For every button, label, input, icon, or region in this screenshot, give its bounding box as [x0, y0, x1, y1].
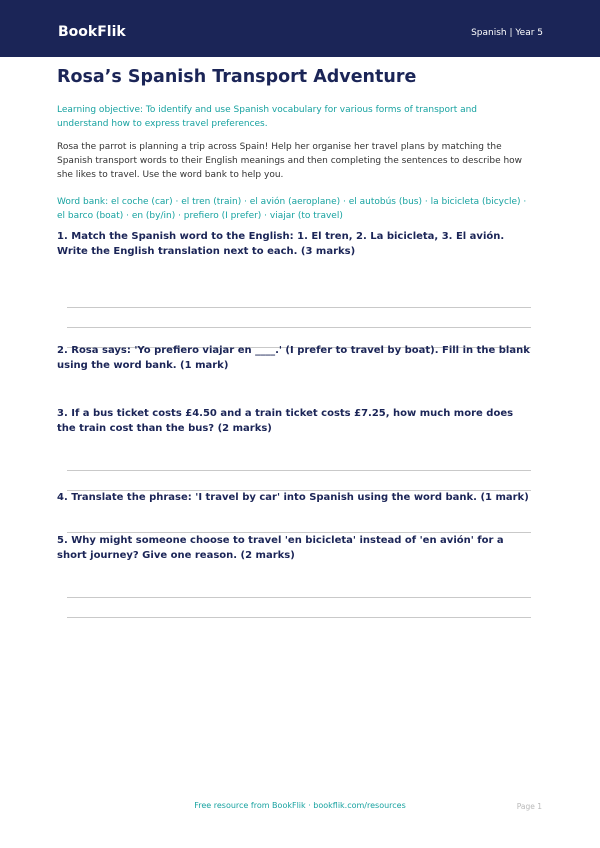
question-text: 4. Translate the phrase: 'I travel by car' into Spanish using the word bank. (1 mark) [57, 492, 529, 503]
brand-logo[interactable]: BookFlik [58, 24, 126, 40]
intro-text: Rosa the parrot is planning a trip across Spain! Help her organise her travel plans by matching the Spanish transport words to their English meanings and then completing the sentences to describe how she likes to travel. Use the word bank to help you. [57, 142, 523, 180]
subject-label: Spanish | Year 5 [471, 28, 543, 38]
question-text: 2. Rosa says: 'Yo prefiero viajar en ____.' (I prefer to travel by boat). Fill in the blank using the word bank. (1 mark) [57, 345, 530, 371]
page-title: Rosa’s Spanish Transport Adventure [57, 67, 417, 87]
page-number: Page 1 [516, 802, 542, 811]
question-1 [57, 229, 531, 348]
worksheet-intro [57, 64, 531, 223]
footer-link[interactable]: Free resource from BookFlik · bookflik.com/resources [194, 801, 406, 810]
question-5 [57, 532, 531, 618]
word-bank: Word bank: el coche (car) · el tren (train) · el avión (aeroplane) · el autobús (bus) · la bicicleta (bicycle) · el barco (boat) · en (by/in) · prefiero (I prefer) · viajar (to travel) [57, 197, 527, 221]
header-bar [0, 0, 600, 57]
question-3 [57, 406, 531, 491]
question-text: 1. Match the Spanish word to the English: 1. El tren, 2. La bicicleta, 3. El avión. Write the English translation next to each. (3 marks) [57, 231, 505, 257]
answer-line[interactable] [67, 617, 531, 618]
question-4 [57, 490, 531, 505]
question-text: 3. If a bus ticket costs £4.50 and a train ticket costs £7.25, how much more does the train cost than the bus? (2 marks) [57, 408, 514, 434]
questions-section [57, 229, 531, 618]
question-2 [57, 343, 531, 373]
learning-objective: Learning objective: To identify and use Spanish vocabulary for various forms of transport and understand how to express travel preferences. [57, 105, 478, 129]
question-text: 5. Why might someone choose to travel 'en bicicleta' instead of 'en avión' for a short journey? Give one reason. (2 marks) [57, 535, 504, 561]
